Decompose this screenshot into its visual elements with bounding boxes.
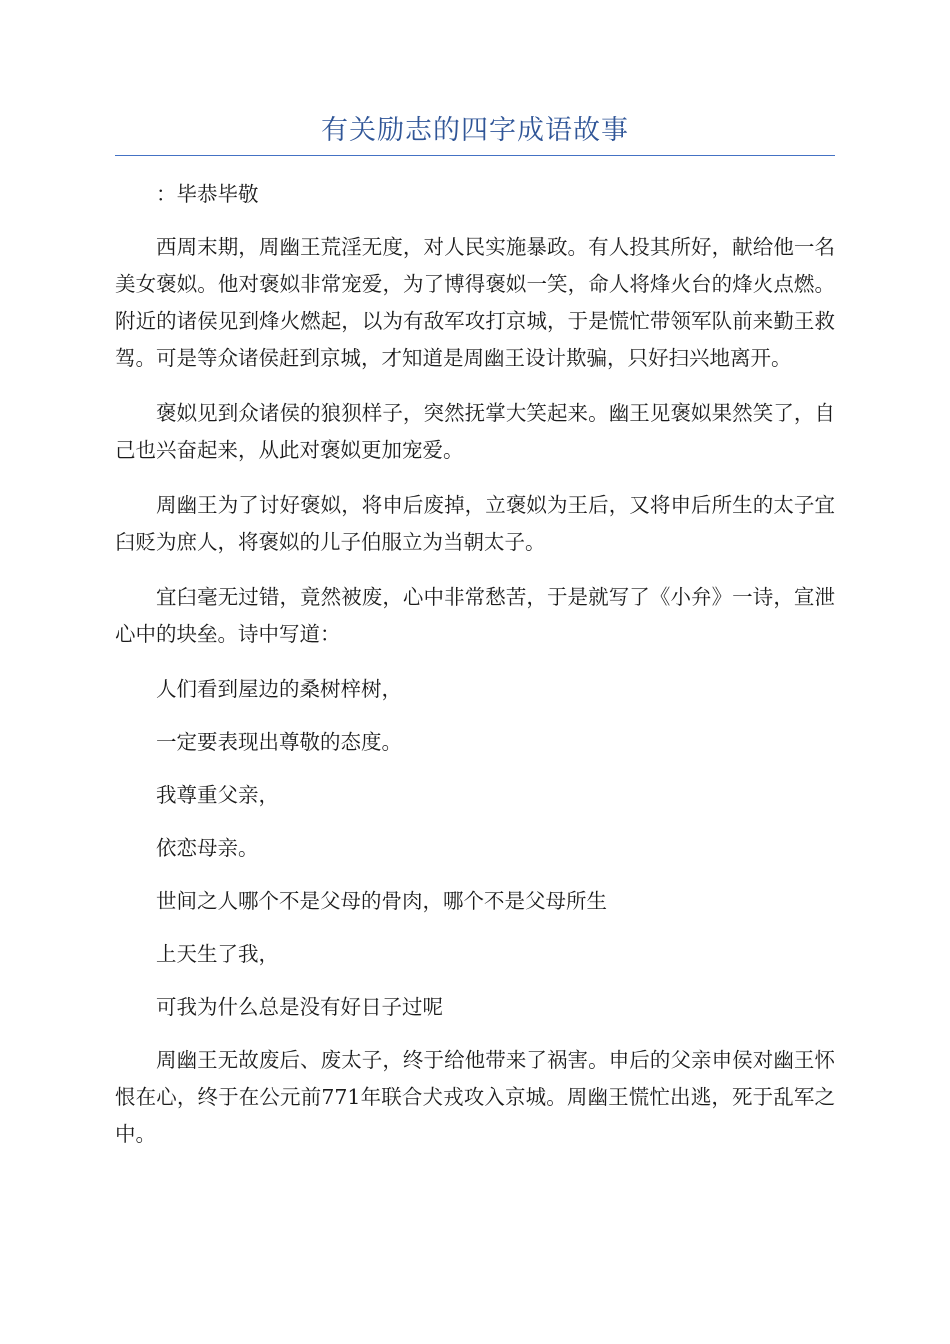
poem-line: 上天生了我， — [156, 942, 279, 966]
subtitle-paragraph: ：毕恭毕敬 — [156, 182, 259, 206]
body-paragraph: 褒姒见到众诸侯的狼狈样子，突然抚掌大笑起来。幽王见褒姒果然笑了，自己也兴奋起来，从此对褒姒更加宠爱。 — [115, 401, 835, 462]
body-paragraph: 宜臼毫无过错，竟然被废，心中非常愁苦，于是就写了《小弁》一诗，宣泄心中的块垒。诗中写道： — [115, 585, 835, 646]
body-paragraph: 西周末期，周幽王荒淫无度，对人民实施暴政。有人投其所好，献给他一名美女褒姒。他对褒姒非常宠爱，为了博得褒姒一笑，命人将烽火台的烽火点燃。附近的诸侯见到烽火燃起，以为有敌军攻打京城，于是慌忙带领军队前来勤王救驾。可是等众诸侯赶到京城，才知道是周幽王设计欺骗，只好扫兴地离开。 — [115, 235, 835, 370]
poem-line: 人们看到屋边的桑树梓树， — [156, 677, 402, 701]
poem-line: 可我为什么总是没有好日子过呢 — [156, 995, 443, 1019]
poem-line: 我尊重父亲， — [156, 783, 279, 807]
document-page — [115, 108, 835, 1171]
body-paragraph: 周幽王无故废后、废太子，终于给他带来了祸害。申后的父亲申侯对幽王怀恨在心，终于在公元前771年联合犬戎攻入京城。周幽王慌忙出逃，死于乱军之中。 — [115, 1048, 835, 1146]
poem-line: 世间之人哪个不是父母的骨肉，哪个不是父母所生 — [156, 889, 607, 913]
document-body — [115, 176, 835, 1153]
body-paragraph: 周幽王为了讨好褒姒，将申后废掉，立褒姒为王后，又将申后所生的太子宜臼贬为庶人，将褒姒的儿子伯服立为当朝太子。 — [115, 493, 835, 554]
poem-line: 依恋母亲。 — [156, 836, 259, 860]
poem-line: 一定要表现出尊敬的态度。 — [156, 730, 402, 754]
title-underline — [115, 155, 835, 156]
document-title: 有关励志的四字成语故事 — [321, 115, 629, 146]
